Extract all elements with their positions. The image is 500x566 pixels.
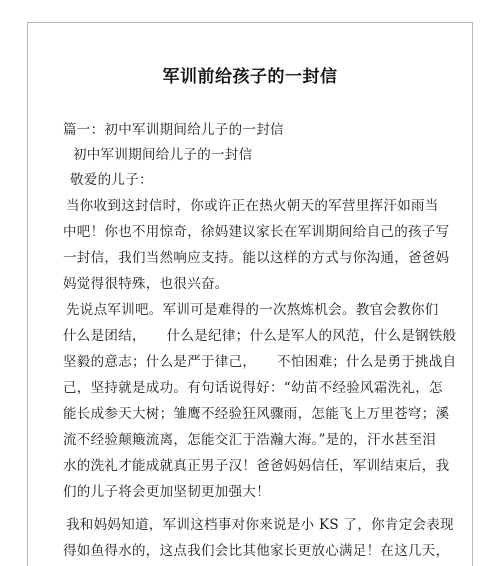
paragraph-line: 们的儿子将会更加坚韧更加强大！ [63, 484, 270, 500]
paragraph-line: 我和妈妈知道，军训这档事对你来说是小 KS 了，你肯定会表现 [66, 517, 454, 533]
paragraph-line: 什么是团结， 什么是纪律；什么是军人的风范，什么是钢铁般 [63, 328, 457, 344]
paragraph-line: 坚毅的意志；什么是严于律己， 不怕困难；什么是勇于挑战自 [63, 354, 457, 370]
salutation: 敬爱的儿子： [70, 172, 153, 188]
paragraph-line: 己，坚持就是成功。有句话说得好：“幼苗不经验风霜洗礼，怎 [63, 380, 443, 396]
paragraph-line: 水的洗礼才能成就真正男子汉！爸爸妈妈信任，军训结束后，我 [63, 458, 450, 474]
letter-subtitle: 初中军训期间给儿子的一封信 [73, 147, 253, 163]
paragraph-line: 先说点军训吧。军训可是难得的一次熬炼机会。教官会教你们 [66, 302, 439, 318]
paragraph-line: 能长成参天大树；雏鹰不经验狂风骤雨，怎能飞上万里苍穹；溪 [63, 406, 450, 422]
paragraph-line: 一封信，我们当然响应支持。能以这样的方式与你沟通，爸爸妈 [63, 250, 450, 266]
paragraph-line: 中吧！你也不用惊奇，徐妈建议家长在军训期间给自己的孩子写 [63, 224, 450, 240]
document-title: 军训前给孩子的一封信 [162, 67, 338, 87]
paragraph-line: 妈觉得很特殊，也很兴奋。 [63, 276, 229, 292]
paragraph-line: 当你收到这封信时，你或许正在热火朝天的军营里挥汗如雨当 [66, 198, 439, 214]
paragraph-line: 得如鱼得水的，这点我们会比其他家长更放心满足！在这几天， [63, 543, 450, 559]
section-heading: 篇一：初中军训期间给儿子的一封信 [63, 122, 284, 138]
paragraph-line: 流不经验颠簸流离，怎能交汇于浩瀚大海。”是的，汗水甚至泪 [63, 432, 437, 448]
